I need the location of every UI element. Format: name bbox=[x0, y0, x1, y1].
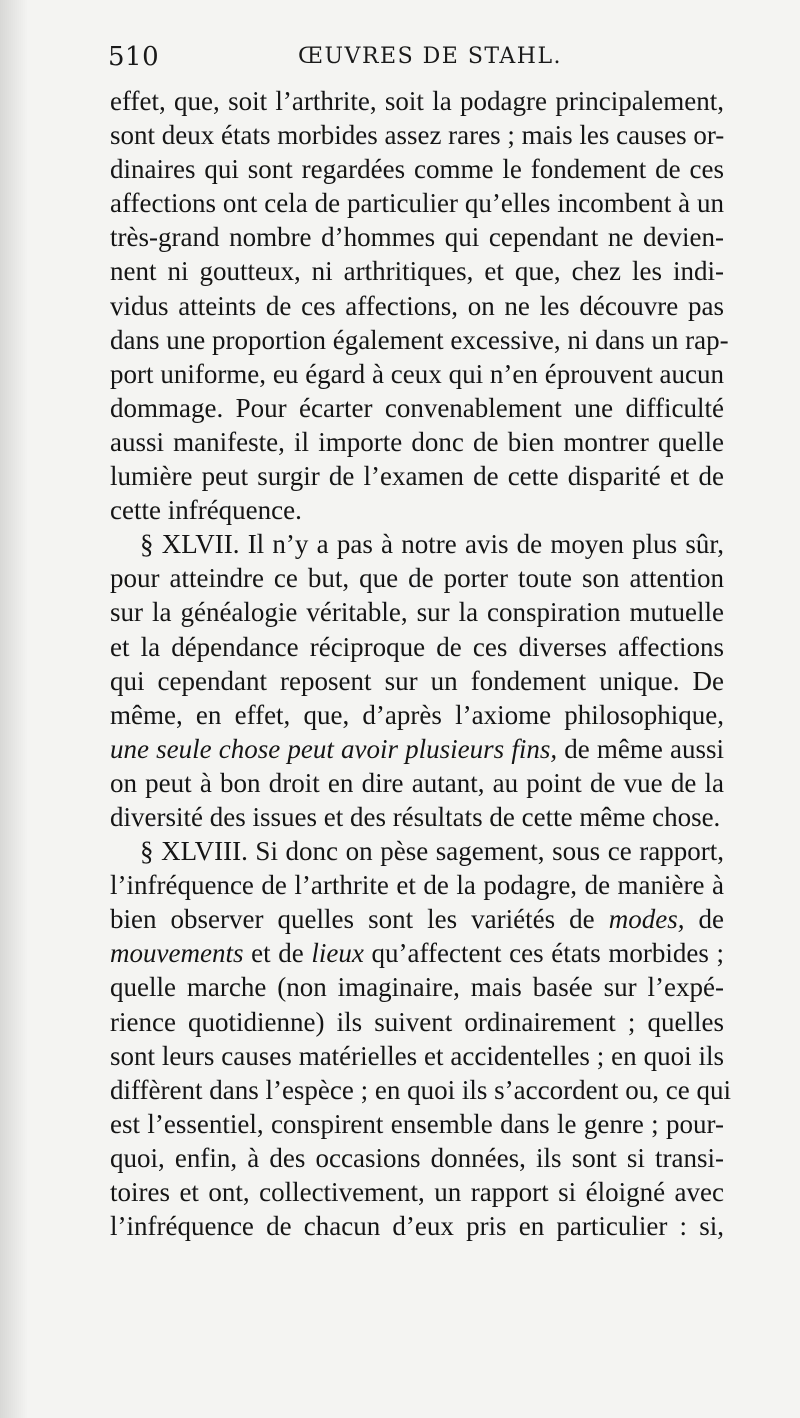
text-segment: et de bbox=[243, 938, 312, 969]
text-segment: port uniforme, eu égard à ceux qui n’en éprouvent aucun bbox=[110, 358, 724, 389]
italic-text: lieux bbox=[311, 938, 364, 969]
text-line bbox=[110, 152, 724, 186]
text-segment: rience quotidienne) ils suivent ordinairement ; quelles bbox=[110, 1006, 724, 1037]
text-line bbox=[110, 1005, 724, 1039]
text-line bbox=[110, 357, 724, 391]
text-line bbox=[110, 800, 724, 834]
text-segment: sont leurs causes matérielles et accidentelles ; en quoi ils bbox=[110, 1040, 724, 1071]
text-line bbox=[110, 289, 724, 323]
text-segment: quoi, enfin, à des occasions données, ils sont si transi- bbox=[110, 1142, 724, 1173]
text-segment: nent ni goutteux, ni arthritiques, et que, chez les indi- bbox=[110, 256, 724, 287]
page-header bbox=[108, 42, 728, 82]
text-line bbox=[110, 1209, 724, 1243]
text-line bbox=[110, 868, 724, 902]
text-line bbox=[110, 834, 724, 868]
page-number: 510 bbox=[108, 42, 160, 72]
text-segment: très-grand nombre d’hommes qui cependant ne devien- bbox=[110, 222, 724, 253]
text-line bbox=[110, 936, 724, 970]
text-segment: de bbox=[684, 904, 725, 935]
text-line bbox=[110, 1141, 724, 1175]
text-segment: effet, que, soit l’arthrite, soit la podagre principalement, bbox=[110, 86, 724, 116]
text-segment: dinaires qui sont regardées comme le fondement de ces bbox=[110, 154, 724, 185]
text-segment: qui cependant reposent sur un fondement unique. De bbox=[110, 665, 724, 696]
text-line bbox=[110, 323, 729, 357]
text-line bbox=[110, 630, 724, 664]
text-line bbox=[110, 595, 724, 629]
text-line bbox=[110, 561, 724, 595]
italic-text: une seule chose peut avoir plusieurs fins, bbox=[110, 733, 558, 764]
text-line bbox=[110, 493, 724, 527]
text-segment: dommage. Pour écarter convenablement une difficulté bbox=[110, 392, 724, 423]
text-segment: sur la généalogie véritable, sur la conspiration mutuelle bbox=[110, 597, 724, 628]
text-segment: aussi manifeste, il importe donc de bien montrer quelle bbox=[110, 426, 724, 457]
text-line bbox=[110, 391, 724, 425]
text-segment: est l’essentiel, conspirent ensemble dans le genre ; pour- bbox=[110, 1108, 724, 1139]
text-segment: qu’affectent ces états morbides ; bbox=[363, 938, 724, 969]
text-segment: quelle marche (non imaginaire, mais basée sur l’expé- bbox=[110, 972, 724, 1003]
text-segment: lumière peut surgir de l’examen de cette disparité et de bbox=[110, 461, 724, 492]
text-line bbox=[110, 970, 724, 1004]
text-segment: l’infréquence de l’arthrite et de la podagre, de manière à bbox=[110, 870, 724, 901]
text-segment: diversité des issues et des résultats de cette même chose. bbox=[110, 801, 721, 832]
text-line bbox=[110, 425, 724, 459]
text-line bbox=[110, 1107, 724, 1141]
text-line bbox=[110, 220, 724, 254]
text-line bbox=[110, 766, 724, 800]
text-line bbox=[110, 664, 724, 698]
text-line bbox=[110, 1039, 724, 1073]
text-segment: vidus atteints de ces affections, on ne les découvre pas bbox=[110, 290, 724, 321]
body-text bbox=[110, 84, 732, 1243]
text-segment: de même aussi bbox=[557, 733, 724, 764]
text-line bbox=[110, 902, 724, 936]
text-segment: bien observer quelles sont les variétés de bbox=[110, 904, 609, 935]
text-segment: même, en effet, que, d’après l’axiome philosophique, bbox=[110, 699, 724, 730]
text-segment: cette infréquence. bbox=[110, 495, 302, 526]
text-line bbox=[110, 732, 724, 766]
text-line bbox=[110, 527, 724, 561]
text-line bbox=[110, 1175, 724, 1209]
text-line bbox=[110, 1073, 732, 1107]
text-line bbox=[110, 254, 724, 288]
text-line bbox=[110, 698, 724, 732]
running-title: ŒUVRES DE STAHL. bbox=[298, 44, 563, 69]
text-segment: toires et ont, collectivement, un rapport si éloigné avec bbox=[110, 1177, 724, 1207]
page-edge-shadow bbox=[0, 0, 28, 1418]
text-segment: diffèrent dans l’espèce ; en quoi ils s’accordent ou, ce qui bbox=[110, 1074, 732, 1105]
text-line bbox=[110, 459, 724, 493]
text-segment: on peut à bon droit en dire autant, au point de vue de la bbox=[110, 767, 724, 798]
text-line bbox=[110, 186, 724, 220]
text-segment: pour atteindre ce but, que de porter toute son attention bbox=[110, 563, 724, 594]
text-segment: sont deux états morbides assez rares ; mais les causes or- bbox=[110, 120, 725, 151]
italic-text: modes, bbox=[608, 904, 685, 935]
text-segment: et la dépendance réciproque de ces diverses affections bbox=[110, 631, 724, 662]
text-segment: l’infréquence de chacun d’eux pris en particulier : si, bbox=[110, 1211, 724, 1242]
text-line bbox=[110, 84, 724, 118]
text-segment: affections ont cela de particulier qu’elles incombent à un bbox=[110, 188, 724, 219]
italic-text: mouvements bbox=[110, 938, 244, 969]
text-line bbox=[110, 118, 724, 152]
text-segment: § XLVII. Il n’y a pas à notre avis de moyen plus sûr, bbox=[140, 529, 724, 560]
text-segment: dans une proportion également excessive, ni dans un rap- bbox=[110, 324, 729, 355]
text-segment: § XLVIII. Si donc on pèse sagement, sous ce rapport, bbox=[140, 836, 724, 867]
